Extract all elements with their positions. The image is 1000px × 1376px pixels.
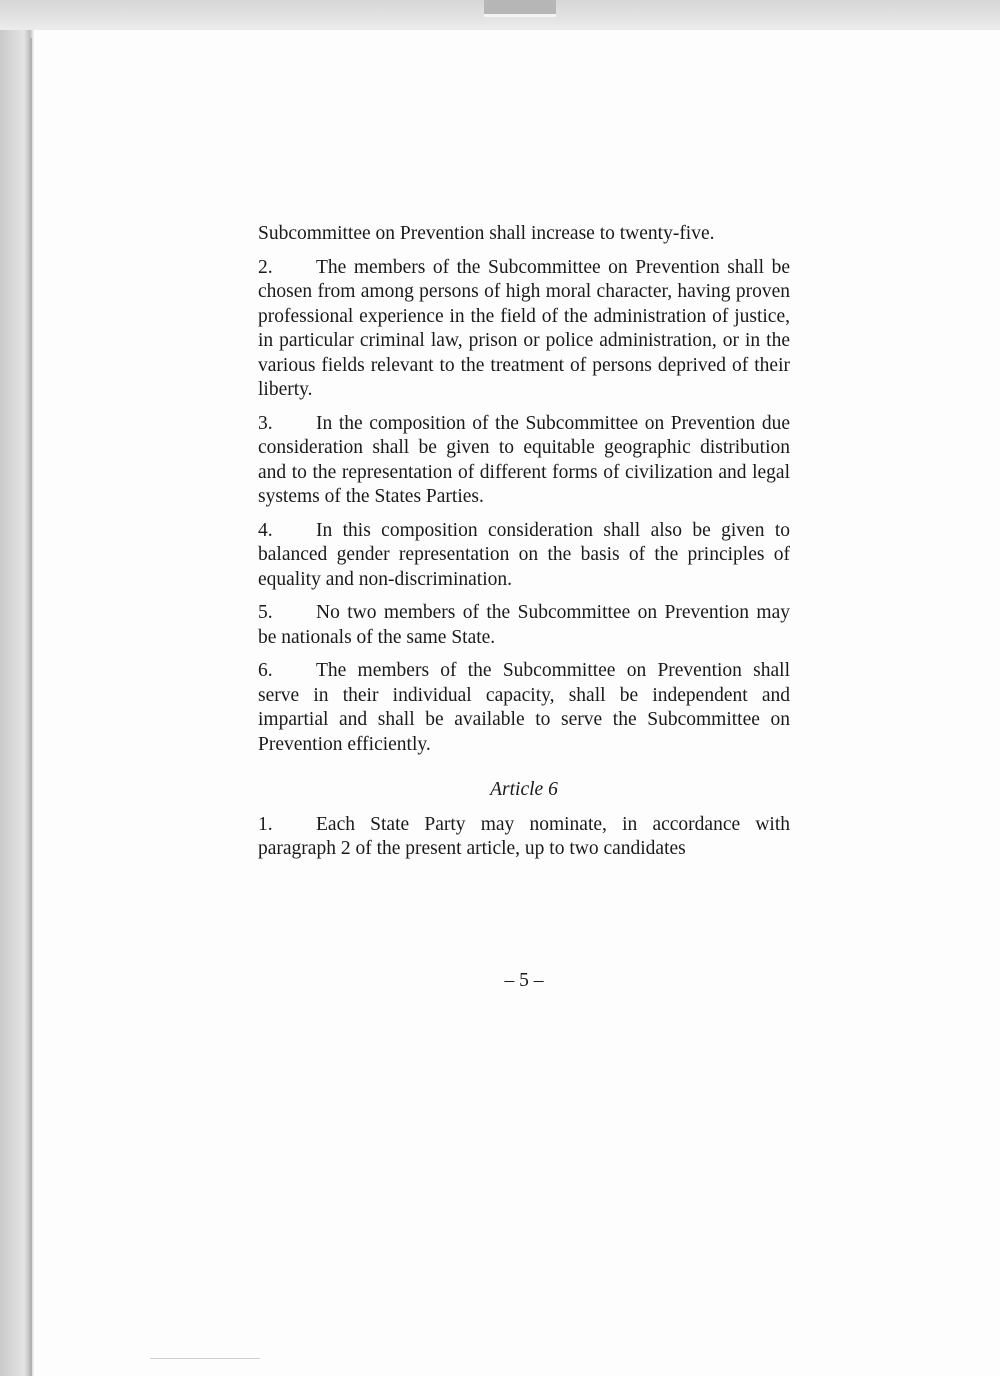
paragraph-2 [258,256,790,403]
paragraph-number: 2. [258,256,273,278]
scan-bottom-mark [150,1358,260,1359]
paragraph-text: The members of the Subcommittee on Prevention shall serve in their individual capacity, shall be independent and impartial and shall be available to serve the Subcommittee on Prevention efficiently. [258,660,790,755]
scan-top-tab [484,0,556,17]
paragraph-4 [258,519,790,593]
paragraph-number: 1. [258,813,273,835]
continuation-paragraph: Subcommittee on Prevention shall increase to twenty-five. [258,223,715,244]
paragraph-text: Each State Party may nominate, in accordance with paragraph 2 of the present article, up to two candidates [258,813,790,859]
article-heading: Article 6 [490,779,558,800]
paragraph-number: 5. [258,602,273,623]
paragraph-number: 6. [258,660,273,681]
article-6-paragraph-1 [258,813,790,862]
scan-left-edge [0,30,34,1376]
paragraph-3 [258,412,790,510]
document-body [258,222,790,871]
paragraph-text: In this composition consideration shall also be given to balanced gender representation on the basis of the principles of equality and non-discrimination. [258,519,790,590]
paragraph-text: The members of the Subcommittee on Prevention shall be chosen from among persons of high moral character, having proven professional experience in the field of the administration of justice, in particular criminal law, prison or police administration, or in the various fields relevant to the treatment of persons deprived of their liberty. [258,256,790,400]
paragraph-6 [258,659,790,757]
paragraph-number: 4. [258,519,273,541]
scan-top-edge [0,0,1000,30]
page-number: – 5 – [504,970,544,991]
paragraph-5 [258,601,790,650]
paragraph-text: In the composition of the Subcommittee on Prevention due consideration shall be given to equitable geographic distribution and to the representation of different forms of civilization and legal systems of the States Parties. [258,412,790,507]
scan-binding-line [30,38,32,1376]
paragraph-number: 3. [258,412,273,434]
paragraph-text: No two members of the Subcommittee on Prevention may be nationals of the same State. [258,602,790,648]
